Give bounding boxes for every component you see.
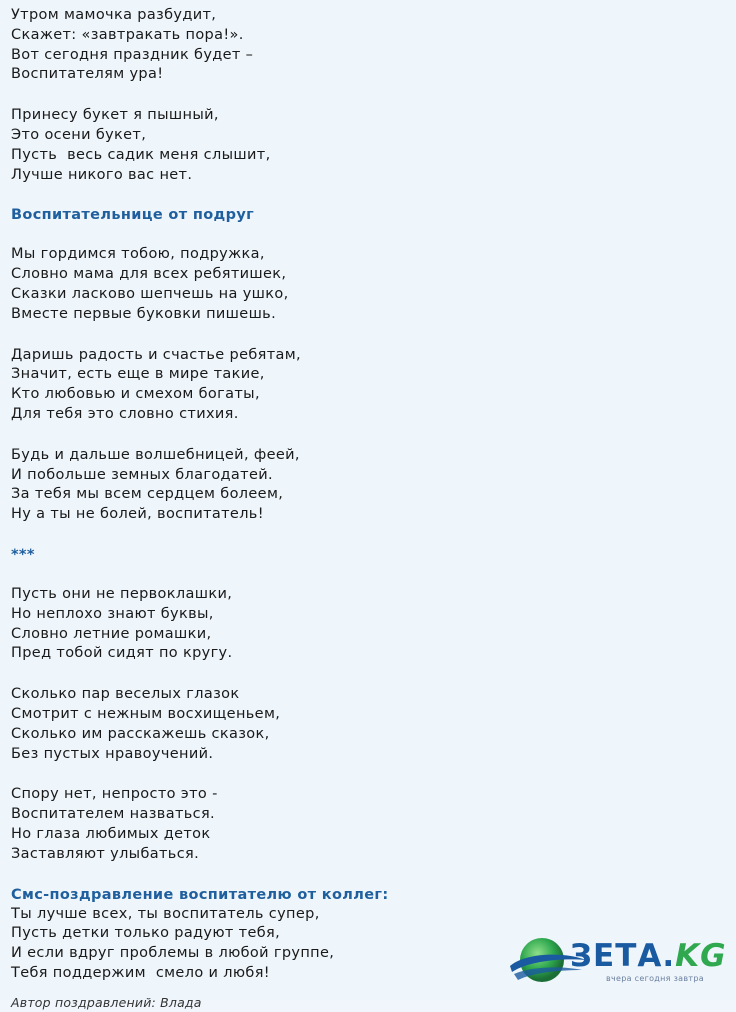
poem-line: За тебя мы всем сердцем болеем, (11, 486, 284, 503)
poem-line: Без пустых нравоучений. (11, 745, 214, 762)
section-separator: *** (11, 546, 35, 563)
poem-line: Скажет: «завтракать пора!». (11, 26, 244, 43)
article-body (11, 6, 711, 1012)
poem-line: Мы гордимся тобою, подружка, (11, 246, 265, 263)
poem-line: Для тебя это словно стихия. (11, 405, 239, 422)
poem-line: Значит, есть еще в мире такие, (11, 366, 265, 383)
poem-line: Принесу букет я пышный, (11, 107, 219, 124)
poem-line: Воспитателем назваться. (11, 806, 215, 823)
logo-tagline: вчера сегодня завтра (606, 974, 704, 983)
poem-line: Кто любовью и смехом богаты, (11, 386, 260, 403)
poem-block-3 (11, 585, 711, 865)
poem-line: Вместе первые буковки пишешь. (11, 305, 277, 322)
poem-line: Это осени букет, (11, 126, 147, 143)
section-heading-friends: Воспитательнице от подруг (11, 207, 255, 224)
poem-line: Вот сегодня праздник будет – (11, 46, 254, 63)
poem-line: Воспитателям ура! (11, 66, 164, 83)
poem-line: Пред тобой сидят по кругу. (11, 645, 233, 662)
logo-wordmark: ЗЕТА.KG (570, 938, 727, 974)
section-heading-colleagues: Смс-поздравление воспитателю от коллег: (11, 886, 389, 903)
poem-block-2 (11, 245, 711, 525)
poem-line: Сказки ласково шепчешь на ушко, (11, 285, 289, 302)
poem-line: Словно мама для всех ребятишек, (11, 266, 287, 283)
poem-line: Пусть детки только радуют тебя, (11, 925, 281, 942)
poem-line: И побольше земных благодатей. (11, 466, 273, 483)
poem-line: Сколько пар веселых глазок (11, 686, 240, 703)
site-logo[interactable] (506, 930, 736, 1000)
poem-line: Словно летние ромашки, (11, 625, 212, 642)
poem-line: Но глаза любимых деток (11, 825, 211, 842)
poem-line: Спору нет, непросто это - (11, 786, 218, 803)
poem-line: Но неплохо знают буквы, (11, 605, 214, 622)
author-credit: Автор поздравлений: Влада (11, 994, 202, 1010)
poem-line: Пусть они не первоклашки, (11, 585, 233, 602)
poem-line: И если вдруг проблемы в любой группе, (11, 945, 335, 962)
poem-line: Даришь радость и счастье ребятам, (11, 346, 301, 363)
poem-line: Пусть весь садик меня слышит, (11, 146, 271, 163)
poem-line: Заставляют улыбаться. (11, 845, 200, 862)
poem-line: Будь и дальше волшебницей, феей, (11, 446, 300, 463)
poem-line: Сколько им расскажешь сказок, (11, 725, 270, 742)
poem-line: Ты лучше всех, ты воспитатель супер, (11, 905, 320, 922)
poem-block-1 (11, 6, 711, 185)
poem-line: Ну а ты не болей, воспитатель! (11, 506, 264, 523)
poem-line: Утром мамочка разбудит, (11, 7, 217, 23)
poem-line: Лучше никого вас нет. (11, 166, 193, 183)
poem-line: Смотрит с нежным восхищеньем, (11, 705, 281, 722)
poem-line: Тебя поддержим смело и любя! (11, 964, 270, 981)
